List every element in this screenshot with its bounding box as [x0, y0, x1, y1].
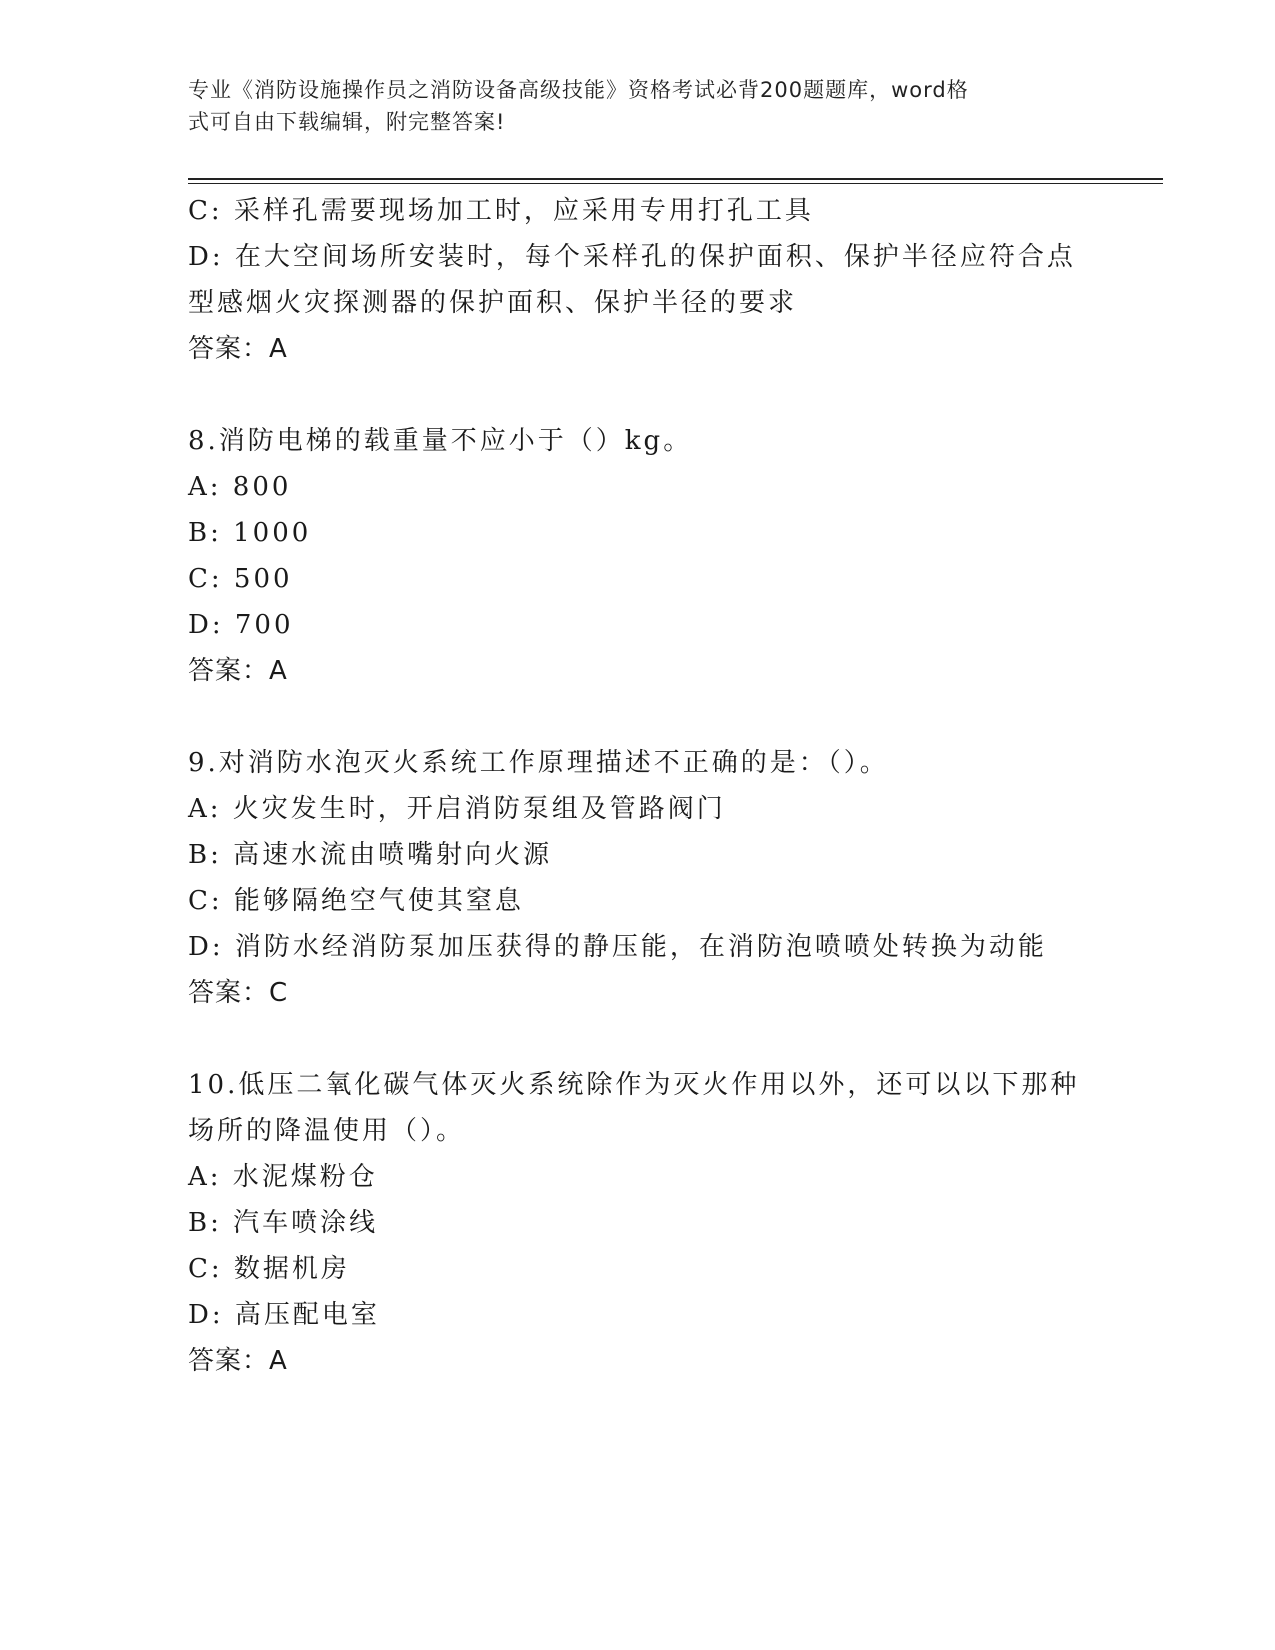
option-a: A: 800: [188, 472, 292, 502]
option-c: C: 能够隔绝空气使其窒息: [188, 886, 524, 916]
question-content: [188, 188, 1088, 1384]
option-b: B: 1000: [188, 518, 312, 548]
option-a: A: 火灾发生时，开启消防泵组及管路阀门: [188, 794, 726, 824]
question-stem: 8.消防电梯的载重量不应小于（）kg。: [188, 426, 693, 456]
option-d: D: 700: [188, 610, 294, 640]
option-c: C: 500: [188, 564, 293, 594]
header-line-1: 专业《消防设施操作员之消防设备高级技能》资格考试必背200题题库，word格: [188, 78, 969, 102]
header-divider-thick: [188, 178, 1163, 180]
option-d-line-1: D: 在大空间场所安装时，每个采样孔的保护面积、保护半径应符合点: [188, 242, 1076, 272]
question-stem-line-2: 场所的降温使用（）。: [188, 1116, 466, 1146]
option-a: A: 水泥煤粉仓: [188, 1162, 378, 1192]
question-stem: 9.对消防水泡灭火系统工作原理描述不正确的是：（）。: [188, 748, 889, 778]
option-b: B: 高速水流由喷嘴射向火源: [188, 840, 553, 870]
answer-line: 答案：A: [188, 334, 288, 364]
option-b: B: 汽车喷涂线: [188, 1208, 379, 1238]
question-stem-line-1: 10.低压二氧化碳气体灭火系统除作为灭火作用以外，还可以以下那种: [188, 1070, 1080, 1100]
option-d: D: 消防水经消防泵加压获得的静压能，在消防泡喷喷处转换为动能: [188, 932, 1047, 962]
question-8: [188, 418, 1088, 694]
answer-line: 答案：C: [188, 978, 289, 1008]
previous-question-tail: [188, 188, 1088, 372]
question-10: [188, 1062, 1088, 1384]
option-d: D: 高压配电室: [188, 1300, 380, 1330]
header-line-2: 式可自由下载编辑，附完整答案!: [188, 110, 506, 134]
header-divider-thin: [188, 183, 1163, 184]
answer-line: 答案：A: [188, 1346, 288, 1376]
question-9: [188, 740, 1088, 1016]
option-c: C: 数据机房: [188, 1254, 350, 1284]
option-c: C: 采样孔需要现场加工时，应采用专用打孔工具: [188, 196, 814, 226]
document-header: [188, 74, 1068, 138]
answer-line: 答案：A: [188, 656, 288, 686]
option-d-line-2: 型感烟火灾探测器的保护面积、保护半径的要求: [188, 288, 798, 318]
